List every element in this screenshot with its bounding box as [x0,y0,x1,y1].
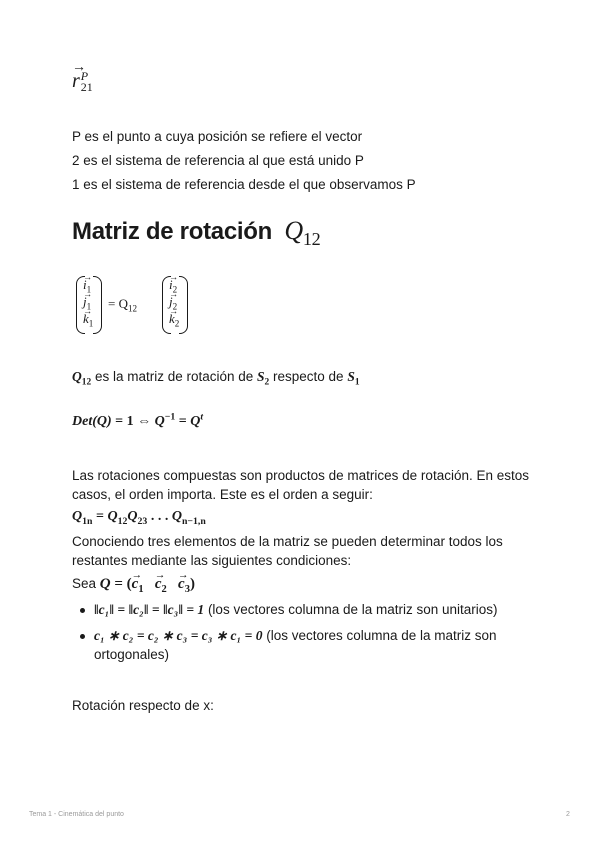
equals-q12 [108,296,137,312]
sea-q: Q [99,576,111,592]
bullet-orthogonal-vectors [94,627,497,645]
heading-text: Matriz de rotación [72,218,272,245]
footer-chapter-title: Tema 1 - Cinemática del punto [29,811,124,818]
sea-c3: → c [178,575,185,593]
bullet-marker-2 [80,634,85,639]
vec-i2-sub: 2 [172,284,178,295]
prod-lhs-sub: 1n [82,515,93,527]
sea-eq: = ( [110,576,132,592]
prod-a: Q [107,509,118,524]
det-eq: = 1 ⇔ [111,414,155,429]
bullet-unit-vectors [94,601,498,619]
prod-lhs: Q [72,509,83,524]
q12-definition [72,368,360,386]
prod-eq: = [92,509,108,524]
det-q: Q [154,414,165,429]
q12-text-2: respecto de [269,369,348,384]
paragraph-conditions-line-2: restantes mediante las siguientes condiciones: [72,553,352,568]
line-system-1: 1 es el sistema de referencia desde el que observamos P [72,177,416,192]
sea-close: ) [189,576,195,592]
equals-q-sub: 12 [127,303,138,314]
prod-c: Q [171,509,182,524]
bullet2-text: (los vectores columna de la matriz son [262,628,497,643]
s1-sub: 1 [354,377,360,388]
rotation-x-label: Rotación respecto de x: [72,698,214,713]
line-point-p: P es el punto a cuya posición se refiere el vector [72,129,363,144]
det-arg: (Q) [92,414,112,429]
matrix-equation [76,276,206,336]
product-equation [72,509,206,525]
bullet2-math: c₁ ∗ c₂ = c₂ ∗ c₃ = c₃ ∗ c₁ = 0 [94,628,263,643]
vec-i1-sub: 1 [86,284,92,295]
heading-math-sub: 12 [302,229,321,250]
prod-b-sub: 23 [137,515,148,527]
paragraph-conditions-line-1: Conociendo tres elementos de la matriz se pueden determinar todos los [72,534,503,549]
sea-definition [72,575,195,593]
sea-c1: → c [132,575,139,593]
heading-math-q: Q [284,216,303,245]
vec-i2: → i [169,276,173,293]
q12-text-1: es la matriz de rotación de [91,369,258,384]
equals-q-text: = Q [108,296,128,311]
vec-k2-sub: 2 [174,318,180,329]
sea-c2-sub: 2 [161,584,167,595]
sea-c1-sub: 1 [138,584,144,595]
prod-b: Q [127,509,138,524]
footer-page-number: 2 [566,811,570,818]
right-unit-vector-column [162,276,188,334]
determinant-equation [72,411,204,430]
bullet1-math: ‖c₁‖ = ‖c₂‖ = ‖c₃‖ = 1 [94,602,205,617]
det-qt-sup: t [200,411,204,423]
prod-dots: . . . [147,509,172,524]
position-vector-symbol [72,70,93,93]
paragraph-compound-line-2: casos, el orden importa. Este es el orden a seguir: [72,487,373,502]
q12-q: Q [72,369,82,384]
vec-i1: → i [83,276,87,293]
vec-j2: → j [169,293,173,310]
section-heading [72,216,321,250]
line-system-2: 2 es el sistema de referencia al que está unido P [72,153,364,168]
det-label: Det [72,414,93,429]
det-q-sup: −1 [164,411,176,423]
sea-label: Sea [72,576,100,591]
sea-c2: → c [155,575,162,593]
vector-r-subscript: 21 [80,80,93,95]
vec-j1: → j [83,293,87,310]
vec-k2: → k [169,310,175,327]
prod-c-sub: n−1,n [181,515,206,527]
vec-k1-sub: 1 [88,318,94,329]
paragraph-compound-line-1: Las rotaciones compuestas son productos de matrices de rotación. En estos [72,468,529,483]
det-qt: Q [190,414,201,429]
sea-c3-sub: 3 [184,584,190,595]
prod-a-sub: 12 [117,515,128,527]
vec-j1-sub: 1 [86,301,92,312]
bullet-marker-1 [80,608,85,613]
s1-s: S [347,369,355,384]
vec-j2-sub: 2 [172,301,178,312]
left-unit-vector-column [76,276,102,334]
s2-sub: 2 [264,377,270,388]
q12-sub: 12 [81,377,92,388]
vector-r-superscript: P [80,69,89,84]
bullet-orthogonal-vectors-line-2: ortogonales) [94,647,170,662]
bullet1-text: (los vectores columna de la matriz son unitarios) [204,602,498,617]
vec-k1: → k [83,310,89,327]
s2-s: S [257,369,265,384]
vector-r-base: → r [72,70,80,93]
det-eq2: = [175,414,191,429]
